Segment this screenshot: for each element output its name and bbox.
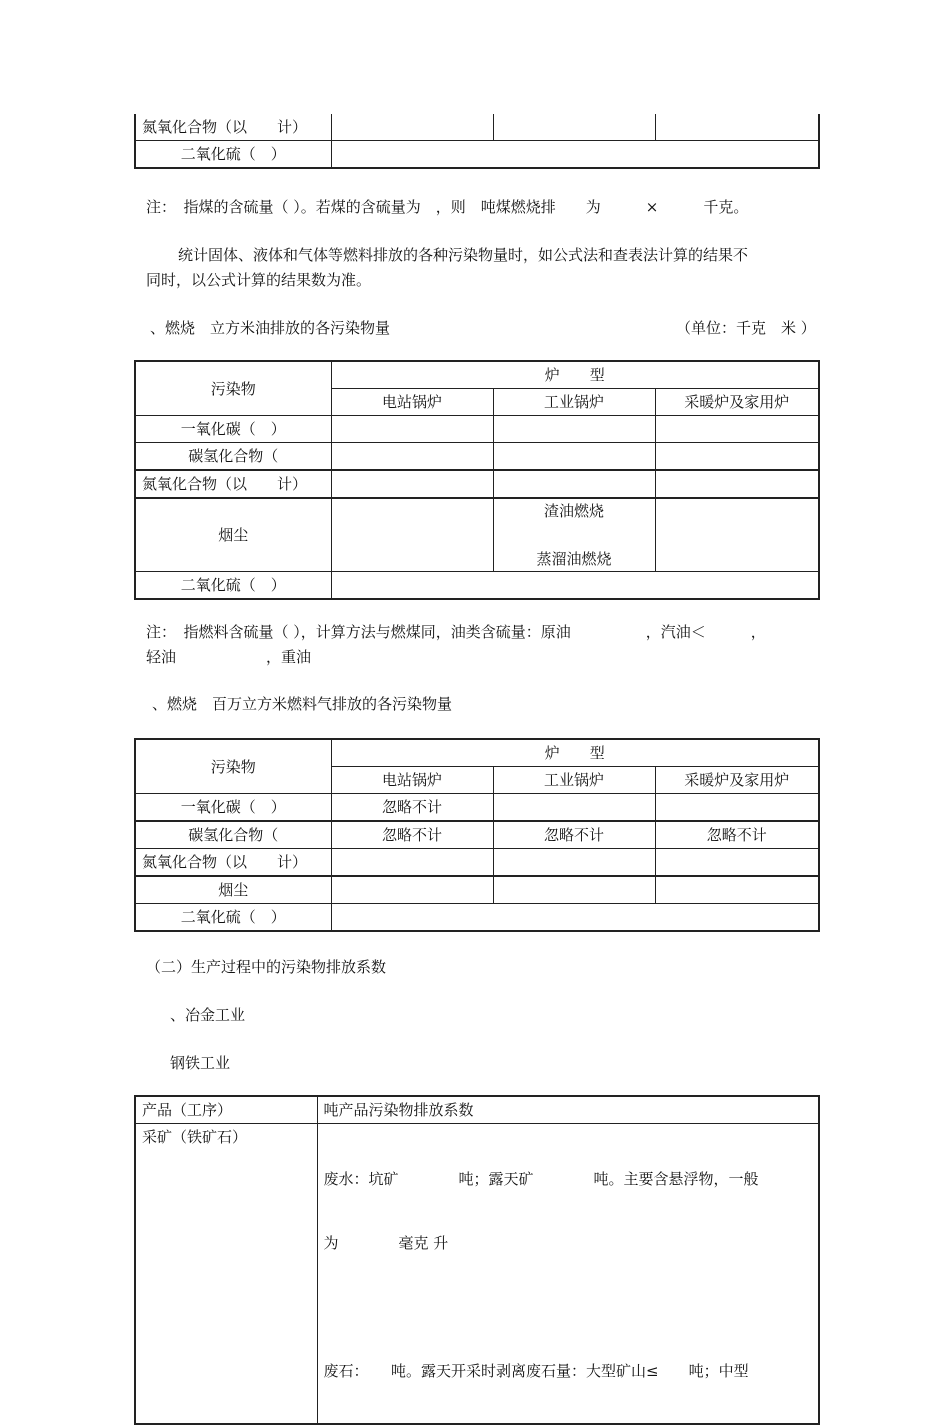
- pollutant-cell: 烟尘: [135, 498, 331, 572]
- header-type: 采暖炉及家用炉: [655, 389, 819, 416]
- coefficient-line: 为 毫克 升: [323, 1234, 449, 1252]
- value-cell: 忽略不计: [331, 821, 493, 849]
- header-type: 采暖炉及家用炉: [655, 767, 819, 794]
- value-cell: [655, 114, 819, 141]
- value-cell: [655, 876, 819, 904]
- product-cell: 采矿（铁矿石）: [135, 1124, 317, 1425]
- value-cell: [655, 443, 819, 471]
- value-cell: [655, 498, 819, 572]
- value-cell: [331, 876, 493, 904]
- pollutant-cell: 氮氧化合物（以 计）: [135, 470, 331, 498]
- header-type: 电站锅炉: [331, 767, 493, 794]
- value-cell: [331, 114, 493, 141]
- value-cell: 渣油燃烧 蒸溜油燃烧: [493, 498, 655, 572]
- value-cell: [493, 794, 655, 822]
- header-coefficient: 吨产品污染物排放系数: [317, 1096, 819, 1124]
- header-type: 工业锅炉: [493, 389, 655, 416]
- gas-section-heading: 、燃烧 百万立方米燃料气排放的各污染物量: [152, 695, 453, 713]
- header-furnace: 炉 型: [331, 361, 819, 389]
- header-pollutant: 污染物: [135, 361, 331, 416]
- note-oil-line-2: 轻油 ，重油: [146, 648, 312, 666]
- value-cell: [331, 572, 819, 600]
- value-cell: [331, 416, 493, 443]
- value-cell: [655, 470, 819, 498]
- header-type: 工业锅炉: [493, 767, 655, 794]
- oil-emission-table: [134, 360, 820, 600]
- steel-emission-table: [134, 1095, 820, 1425]
- paragraph-line-1: 统计固体、液体和气体等燃料排放的各种污染物量时，如公式法和查表法计算的结果不: [178, 246, 749, 264]
- value-cell: 忽略不计: [655, 821, 819, 849]
- coefficient-cell: [317, 1124, 819, 1425]
- value-cell: [331, 141, 819, 169]
- pollutant-cell: 氮氧化合物（以 计）: [135, 114, 331, 141]
- value-cell: [493, 443, 655, 471]
- pollutant-cell: 一氧化碳（ ）: [135, 794, 331, 822]
- paragraph-line-2: 同时，以公式计算的结果数为准。: [146, 271, 372, 289]
- steel-heading: 钢铁工业: [170, 1054, 231, 1072]
- pollutant-cell: 碳氢化合物（: [135, 443, 331, 471]
- value-cell: 忽略不计: [493, 821, 655, 849]
- oil-section-heading: 、燃烧 立方米油排放的各污染物量: [150, 319, 391, 337]
- value-cell: [493, 470, 655, 498]
- note-coal-sulfur: 注： 指煤的含硫量（ ）。若煤的含硫量为 ，则 吨煤燃烧排 为 × 千克。: [146, 198, 749, 216]
- note-oil-line-1: 注： 指燃料含硫量（ ），计算方法与燃煤同，油类含硫量：原油 ，汽油＜ ，: [146, 623, 766, 641]
- value-cell: [655, 794, 819, 822]
- value-cell: [331, 470, 493, 498]
- header-type: 电站锅炉: [331, 389, 493, 416]
- value-cell: [331, 849, 493, 877]
- gas-emission-table: [134, 738, 820, 932]
- top-table: [134, 114, 820, 169]
- metallurgy-heading: 、冶金工业: [170, 1006, 246, 1024]
- pollutant-cell: 二氧化硫（ ）: [135, 904, 331, 932]
- value-cell: [493, 849, 655, 877]
- oil-unit-label: （单位：千克 米 ）: [676, 319, 816, 337]
- production-heading: （二）生产过程中的污染物排放系数: [146, 958, 387, 976]
- value-cell: [655, 416, 819, 443]
- value-cell: [493, 876, 655, 904]
- header-furnace: 炉 型: [331, 739, 819, 767]
- header-pollutant: 污染物: [135, 739, 331, 794]
- value-cell: [493, 114, 655, 141]
- value-cell: [331, 443, 493, 471]
- pollutant-cell: 一氧化碳（ ）: [135, 416, 331, 443]
- value-cell: [493, 416, 655, 443]
- pollutant-cell: 碳氢化合物（: [135, 821, 331, 849]
- pollutant-cell: 氮氧化合物（以 计）: [135, 849, 331, 877]
- header-product: 产品（工序）: [135, 1096, 317, 1124]
- value-cell: [331, 904, 819, 932]
- coefficient-line: 废石： 吨。露天开采时剥离废石量：大型矿山≤ 吨；中型: [323, 1362, 749, 1380]
- value-cell: [655, 849, 819, 877]
- pollutant-cell: 烟尘: [135, 876, 331, 904]
- pollutant-cell: 二氧化硫（ ）: [135, 572, 331, 600]
- blank-line: [324, 1295, 813, 1319]
- coefficient-line: 废水：坑矿 吨；露天矿 吨。主要含悬浮物，一般: [323, 1170, 759, 1188]
- value-cell: 忽略不计: [331, 794, 493, 822]
- pollutant-cell: 二氧化硫（ ）: [135, 141, 331, 169]
- value-cell: [331, 498, 493, 572]
